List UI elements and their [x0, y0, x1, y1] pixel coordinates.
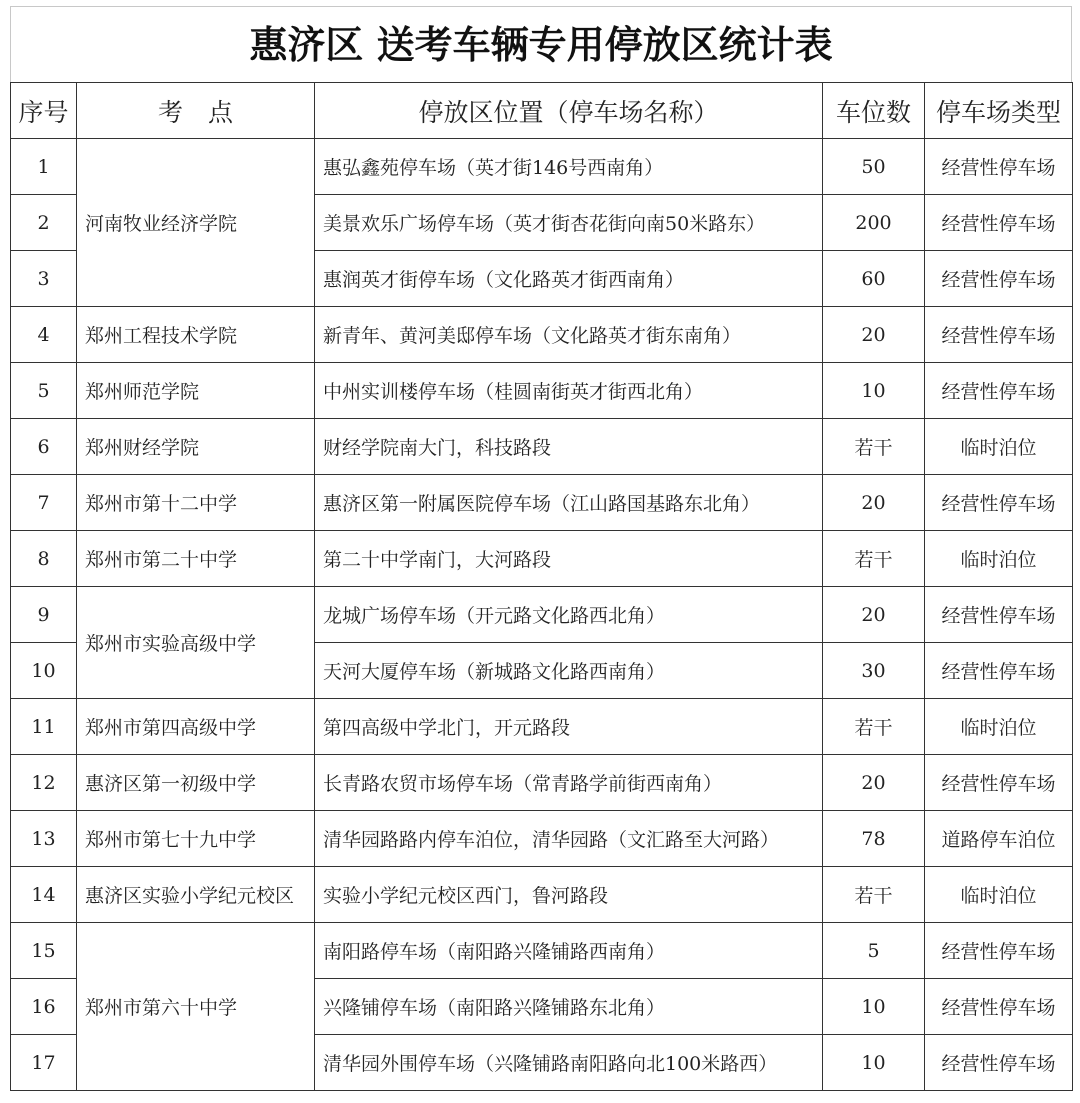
location-cell: 第四高级中学北门，开元路段: [315, 699, 823, 755]
type-cell: 经营性停车场: [925, 923, 1073, 979]
spaces-cell: 10: [823, 979, 925, 1035]
table-row: [11, 699, 1073, 755]
type-cell: 经营性停车场: [925, 643, 1073, 699]
type-cell: 临时泊位: [925, 419, 1073, 475]
type-cell: 经营性停车场: [925, 307, 1073, 363]
row-number: 14: [11, 867, 77, 923]
row-number: 7: [11, 475, 77, 531]
parking-statistics-sheet: [10, 6, 1072, 1096]
spaces-cell: 5: [823, 923, 925, 979]
venue-cell: 郑州市第四高级中学: [77, 699, 315, 755]
row-number: 11: [11, 699, 77, 755]
type-cell: 临时泊位: [925, 531, 1073, 587]
row-number: 2: [11, 195, 77, 251]
table-row: [11, 139, 1073, 195]
location-cell: 惠弘鑫苑停车场（英才街146号西南角）: [315, 139, 823, 195]
page-title: 惠济区 送考车辆专用停放区统计表: [10, 6, 1072, 82]
location-cell: 兴隆铺停车场（南阳路兴隆铺路东北角）: [315, 979, 823, 1035]
location-cell: 第二十中学南门，大河路段: [315, 531, 823, 587]
header-no: 序号: [11, 83, 77, 139]
location-cell: 新青年、黄河美邸停车场（文化路英才街东南角）: [315, 307, 823, 363]
venue-cell: 惠济区第一初级中学: [77, 755, 315, 811]
spaces-cell: 若干: [823, 531, 925, 587]
type-cell: 经营性停车场: [925, 251, 1073, 307]
table-row: [11, 363, 1073, 419]
table-row: [11, 475, 1073, 531]
spaces-cell: 200: [823, 195, 925, 251]
row-number: 10: [11, 643, 77, 699]
spaces-cell: 20: [823, 755, 925, 811]
location-cell: 中州实训楼停车场（桂圆南街英才街西北角）: [315, 363, 823, 419]
location-cell: 清华园路路内停车泊位，清华园路（文汇路至大河路）: [315, 811, 823, 867]
table-row: [11, 587, 1073, 643]
table-row: [11, 419, 1073, 475]
venue-cell: 惠济区实验小学纪元校区: [77, 867, 315, 923]
spaces-cell: 若干: [823, 867, 925, 923]
venue-cell: 郑州财经学院: [77, 419, 315, 475]
spaces-cell: 60: [823, 251, 925, 307]
table-row: [11, 867, 1073, 923]
venue-cell: 郑州市第六十中学: [77, 923, 315, 1091]
type-cell: 经营性停车场: [925, 1035, 1073, 1091]
location-cell: 实验小学纪元校区西门，鲁河路段: [315, 867, 823, 923]
type-cell: 临时泊位: [925, 867, 1073, 923]
type-cell: 经营性停车场: [925, 755, 1073, 811]
header-venue: 考 点: [77, 83, 315, 139]
row-number: 16: [11, 979, 77, 1035]
header-spaces: 车位数: [823, 83, 925, 139]
row-number: 4: [11, 307, 77, 363]
location-cell: 清华园外围停车场（兴隆铺路南阳路向北100米路西）: [315, 1035, 823, 1091]
row-number: 12: [11, 755, 77, 811]
type-cell: 道路停车泊位: [925, 811, 1073, 867]
spaces-cell: 20: [823, 307, 925, 363]
type-cell: 经营性停车场: [925, 195, 1073, 251]
table-row: [11, 755, 1073, 811]
location-cell: 长青路农贸市场停车场（常青路学前街西南角）: [315, 755, 823, 811]
type-cell: 经营性停车场: [925, 363, 1073, 419]
spaces-cell: 20: [823, 475, 925, 531]
venue-cell: 郑州市实验高级中学: [77, 587, 315, 699]
spaces-cell: 10: [823, 1035, 925, 1091]
table-header-row: [11, 83, 1073, 139]
type-cell: 临时泊位: [925, 699, 1073, 755]
type-cell: 经营性停车场: [925, 979, 1073, 1035]
spaces-cell: 50: [823, 139, 925, 195]
venue-cell: 郑州市第二十中学: [77, 531, 315, 587]
header-type: 停车场类型: [925, 83, 1073, 139]
spaces-cell: 若干: [823, 699, 925, 755]
header-location: 停放区位置（停车场名称）: [315, 83, 823, 139]
location-cell: 财经学院南大门，科技路段: [315, 419, 823, 475]
type-cell: 经营性停车场: [925, 475, 1073, 531]
parking-table: [10, 82, 1073, 1091]
venue-cell: 郑州市第十二中学: [77, 475, 315, 531]
row-number: 3: [11, 251, 77, 307]
table-row: [11, 923, 1073, 979]
row-number: 8: [11, 531, 77, 587]
spaces-cell: 20: [823, 587, 925, 643]
location-cell: 天河大厦停车场（新城路文化路西南角）: [315, 643, 823, 699]
row-number: 1: [11, 139, 77, 195]
location-cell: 南阳路停车场（南阳路兴隆铺路西南角）: [315, 923, 823, 979]
table-row: [11, 531, 1073, 587]
type-cell: 经营性停车场: [925, 139, 1073, 195]
table-row: [11, 811, 1073, 867]
row-number: 17: [11, 1035, 77, 1091]
row-number: 5: [11, 363, 77, 419]
location-cell: 惠润英才街停车场（文化路英才街西南角）: [315, 251, 823, 307]
row-number: 13: [11, 811, 77, 867]
venue-cell: 郑州市第七十九中学: [77, 811, 315, 867]
spaces-cell: 78: [823, 811, 925, 867]
row-number: 6: [11, 419, 77, 475]
row-number: 15: [11, 923, 77, 979]
spaces-cell: 30: [823, 643, 925, 699]
venue-cell: 郑州师范学院: [77, 363, 315, 419]
location-cell: 美景欢乐广场停车场（英才街杏花街向南50米路东）: [315, 195, 823, 251]
location-cell: 惠济区第一附属医院停车场（江山路国基路东北角）: [315, 475, 823, 531]
location-cell: 龙城广场停车场（开元路文化路西北角）: [315, 587, 823, 643]
table-row: [11, 307, 1073, 363]
venue-cell: 郑州工程技术学院: [77, 307, 315, 363]
row-number: 9: [11, 587, 77, 643]
spaces-cell: 若干: [823, 419, 925, 475]
type-cell: 经营性停车场: [925, 587, 1073, 643]
venue-cell: 河南牧业经济学院: [77, 139, 315, 307]
spaces-cell: 10: [823, 363, 925, 419]
